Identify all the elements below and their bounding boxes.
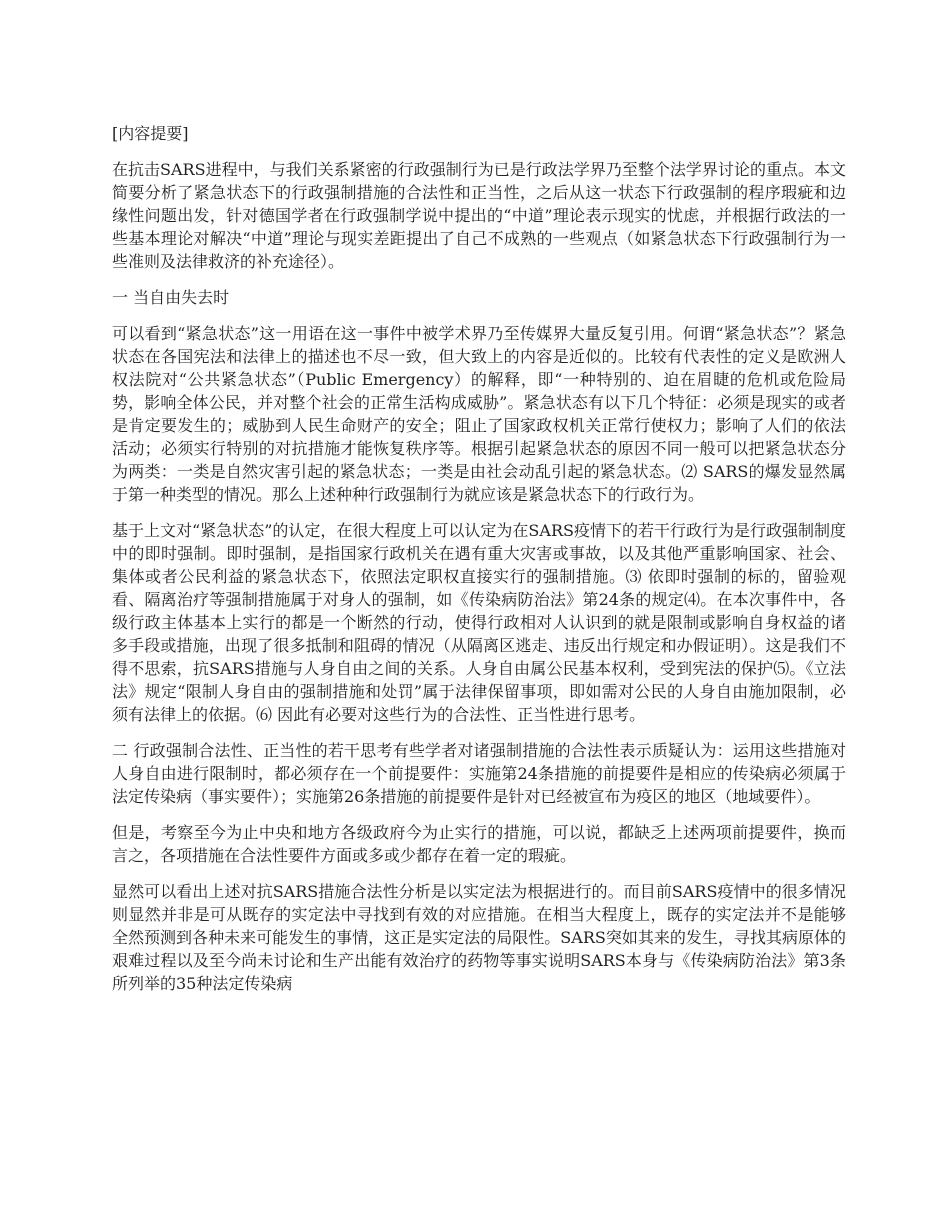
document-body xyxy=(112,122,846,1008)
summary-label: [内容提要] xyxy=(112,124,189,143)
paragraph-2: 基于上文对“紧急状态”的认定，在很大程度上可以认定为在SARS疫情下的若干行政行为是行政强制制度中的即时强制。即时强制，是指国家行政机关在遇有重大灾害或事故，以及其他严重影响国家、社会、集体或者公民利益的紧急状态下，依照法定职权直接实行的强制措施。⑶ 依即时强制的标的，留验观看、隔离治疗等强制措施属于对身人的强制，如《传染病防治法》第24条的规定⑷。在本次事件中，各级行政主体基本上实行的都是一个断然的行动，使得行政相对人认识到的就是限制或影响自身权益的诸多手段或措施，出现了很多抵制和阻碍的情况（从隔离区逃走、违反出行规定和办假证明）。这是我们不得不思索，抗SARS措施与人身自由之间的关系。人身自由属公民基本权利，受到宪法的保护⑸。《立法法》规定“限制人身自由的强制措施和处罚”属于法律保留事项，即如需对公民的人身自由施加限制，必须有法律上的依据。⑹ 因此有必要对这些行为的合法性、正当性进行思考。 xyxy=(112,521,846,724)
paragraph-4: 但是，考察至今为止中央和地方各级政府今为止实行的措施，可以说，都缺乏上述两项前提要件，换而言之，各项措施在合法性要件方面或多或少都存在着一定的瑕疵。 xyxy=(112,823,846,865)
section-1-title: 一 当自由失去时 xyxy=(112,288,230,307)
paragraph-1: 可以看到“紧急状态”这一用语在这一事件中被学术界乃至传媒界大量反复引用。何谓“紧急状态”？紧急状态在各国宪法和法律上的描述也不尽一致，但大致上的内容是近似的。比较有代表性的定义是欧洲人权法院对“公共紧急状态”（Public Emergency）的解释，即“一种特别的、迫在眉睫的危机或危险局势，影响全体公民，并对整个社会的正常生活构成威胁”。紧急状态有以下几个特征：必须是现实的或者是肯定要发生的；威胁到人民生命财产的安全；阻止了国家政权机关正常行使权力；影响了人们的依法活动；必须实行特别的对抗措施才能恢复秩序等。根据引起紧急状态的原因不同一般可以把紧急状态分为两类：一类是自然灾害引起的紧急状态；一类是由社会动乱引起的紧急状态。⑵ SARS的爆发显然属于第一种类型的情况。那么上述种种行政强制行为就应该是紧急状态下的行政行为。 xyxy=(112,324,846,504)
summary-paragraph: 在抗击SARS进程中，与我们关系紧密的行政强制行为已是行政法学界乃至整个法学界讨论的重点。本文简要分析了紧急状态下的行政强制措施的合法性和正当性，之后从这一状态下行政强制的程序瑕疵和边缘性问题出发，针对德国学者在行政强制学说中提出的“中道”理论表示现实的忧虑，并根据行政法的一些基本理论对解决“中道”理论与现实差距提出了自己不成熟的一些观点（如紧急状态下行政强制行为一些准则及法律救济的补充途径）。 xyxy=(112,160,846,271)
paragraph-5: 显然可以看出上述对抗SARS措施合法性分析是以实定法为根据进行的。而目前SARS疫情中的很多情况则显然并非是可从既存的实定法中寻找到有效的对应措施。在相当大程度上，既存的实定法并不是能够全然预测到各种未来可能发生的事情，这正是实定法的局限性。SARS突如其来的发生，寻找其病原体的艰难过程以及至今尚未讨论和生产出能有效治疗的药物等事实说明SARS本身与《传染病防治法》第3条所列举的35种法定传染病 xyxy=(112,882,846,993)
paragraph-3: 二 行政强制合法性、正当性的若干思考有些学者对诸强制措施的合法性表示质疑认为：运用这些措施对人身自由进行限制时，都必须存在一个前提要件：实施第24条措施的前提要件是相应的传染病必须属于法定传染病（事实要件）；实施第26条措施的前提要件是针对已经被宣布为疫区的地区（地域要件）。 xyxy=(112,741,846,806)
